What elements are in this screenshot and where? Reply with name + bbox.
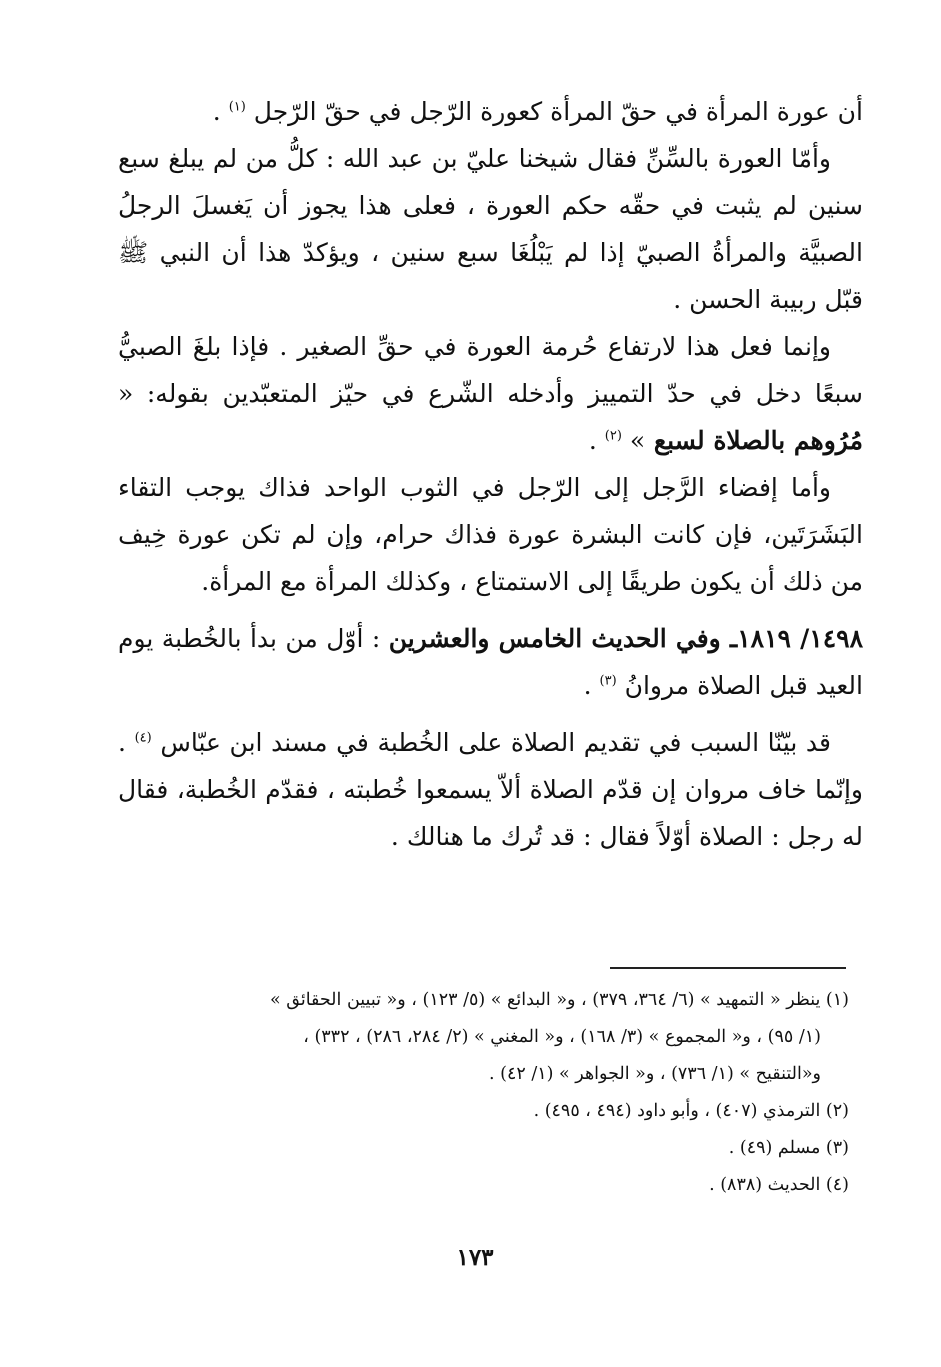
- spacer: [118, 605, 863, 615]
- footnotes: [112, 982, 849, 1204]
- paragraph-6-rest: . وإنّما خاف مروان إن قدّم الصلاة ألاّ يسمعوا خُطبته ، فقدّم الخُطبة، فقال له رجل : الصلاة أوّلاً فقال : قد تُرك ما هنالك .: [118, 728, 863, 851]
- footnote-1-line-3: و«التنقيح » (١/ ٧٣٦) ، و« الجواهر » (١/ ٤٢) .: [489, 1064, 821, 1084]
- page-number: ١٧٣: [456, 1244, 494, 1271]
- quote-close: »: [629, 426, 646, 455]
- paragraph-1-end: .: [212, 97, 221, 126]
- paragraph-3: [118, 323, 863, 464]
- paragraph-5-end: .: [583, 671, 592, 700]
- footnote-separator: [610, 967, 846, 969]
- paragraph-3-text: وإنما فعل هذا لارتفاع حُرمة العورة في حقِّ الصغير . فإذا بلغَ الصبيُّ سبعًا دخل في حدّ التمييز وأدخله الشّرع في حيّز المتعبّدين بقوله: «: [118, 332, 863, 408]
- footnote-3: (٣) مسلم (٤٩) .: [728, 1138, 849, 1158]
- paragraph-4: وأما إفضاء الرَّجل إلى الرّجل في الثوب الواحد فذاك يوجب التقاء البَشَرَتَين، فإن كانت البشرة عورة فذاك حرام، وإن لم تكن عورة خِيف من ذلك أن يكون طريقًا إلى الاستمتاع ، وكذلك المرأة مع المرأة.: [118, 473, 863, 596]
- spacer: [118, 709, 863, 719]
- paragraph-3-end: .: [588, 426, 597, 455]
- footnote-ref-1: (١): [228, 99, 246, 115]
- hadith-heading: ١٤٩٨/ ١٨١٩ـ وفي الحديث الخامس والعشرين: [388, 624, 863, 653]
- footnote-ref-2: (٢): [604, 428, 622, 444]
- paragraph-5-text: : أوّل من بدأ بالخُطبة يوم العيد قبل الصلاة مروانُ: [118, 624, 863, 700]
- hadith-quote: مُرُوهم بالصلاة لسبع: [645, 426, 863, 455]
- paragraph-6: [118, 719, 863, 860]
- footnote-1-line-2: (١/ ٩٥) ، و« المجموع » (٣/ ١٦٨) ، و« المغني » (٢/ ٢٨٤، ٢٨٦) ، ٣٣٢) ،: [303, 1027, 821, 1047]
- main-text: [118, 88, 863, 860]
- footnote-4: (٤) الحديث (٨٣٨) .: [709, 1175, 849, 1195]
- footnote-ref-4: (٤): [134, 730, 152, 746]
- paragraph-6-text: قد بيّنّا السبب في تقديم الصلاة على الخُطبة في مسند ابن عبّاس: [160, 728, 832, 757]
- footnote-ref-3: (٣): [599, 673, 617, 689]
- footnote-1-line-1: (١) ينظر « التمهيد » (٦/ ٣٦٤، ٣٧٩) ، و« البدائع » (٥/ ١٢٣) ، و« تبيين الحقائق »: [269, 990, 849, 1010]
- paragraph-5: [118, 615, 863, 709]
- paragraph-1-text: أن عورة المرأة في حقّ المرأة كعورة الرّجل في حقّ الرّجل: [253, 97, 863, 126]
- footnote-2: (٢) الترمذي (٤٠٧) ، وأبو داود (٤٩٤ ، ٤٩٥) .: [533, 1101, 849, 1121]
- paragraph-1: [118, 88, 863, 135]
- paragraph-2: وأمّا العورة بالسِّنِّ فقال شيخنا عليّ بن عبد الله : كلُّ من لم يبلغ سبع سنين لم يثبت في حقّه حكم العورة ، فعلى هذا يجوز أن يَغسلَ الرجلُ الصبيَّة والمرأةُ الصبيّ إذا لم يَبْلُغَا سبع سنين ، ويؤكدّ هذا أن النبي ﷺ قبّل ربيبة الحسن .: [118, 144, 863, 314]
